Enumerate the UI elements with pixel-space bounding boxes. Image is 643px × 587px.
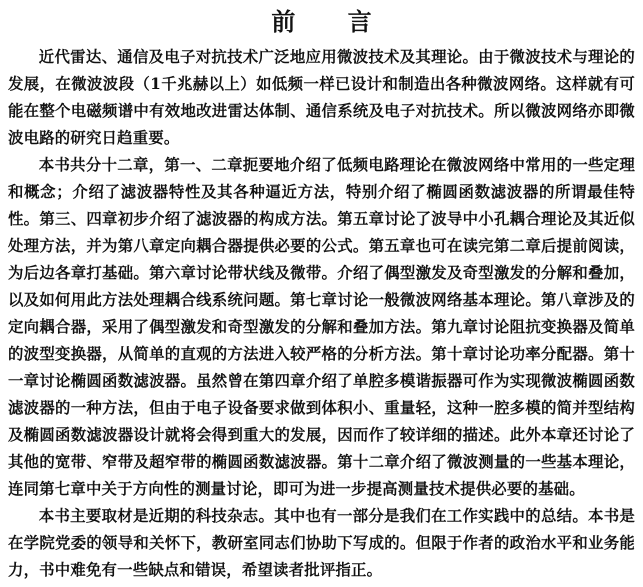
paragraph-chapters: 本书共分十二章，第一、二章扼要地介绍了低频电路理论在微波网络中常用的一些定理和概念；介绍了滤波器特性及其各种逼近方法，特别介绍了椭圆函数滤波器的所谓最佳特性。第三、四章初步介绍了滤波器的构成方法。第五章讨论了波导中小孔耦合理论及其近似处理方法，并为第八章定向耦合器提供必要的公式。第五章也可在读完第二章后提前阅读，为后边各章打基础。第六章讨论带状线及微带。介绍了偶型激发及奇型激发的分解和叠加，以及如何用此方法处理耦合线系统问题。第七章讨论一般微波网络基本理论。第八章涉及的定向耦合器，采用了偶型激发和奇型激发的分解和叠加方法。第九章讨论阻抗变换器及简单的波型变换器，从简单的直观的方法进入较严格的分析方法。第十章讨论功率分配器。第十一章讨论椭圆函数滤波器。虽然曾在第四章介绍了单腔多模谐振器可作为实现微波椭圆函数滤波器的一种方法，但由于电子设备要求做到体积小、重量轻，这种一腔多模的简并型结构及椭圆函数滤波器设计就将会得到重大的发展，因而作了较详细的描述。此外本章还讨论了其他的宽带、窄带及超窄带的椭圆函数滤波器。第十二章介绍了微波测量的一些基本理论，连同第七章中关于方向性的测量讨论，即可为进一步提高测量技术提供必要的基础。 [8, 156, 635, 498]
paragraph-intro: 近代雷达、通信及电子对抗技术广泛地应用微波技术及其理论。由于微波技术与理论的发展，在微波波段（1千兆赫以上）如低频一样已设计和制造出各种微波网络。这样就有可能在整个电磁频谱中有效地改进雷达体制、通信系统及电子对抗技术。所以微波网络亦即微波电路的研究日趋重要。 [8, 48, 635, 147]
page-title: 前 言 [271, 7, 394, 36]
paragraph-acknowledgement: 本书主要取材是近期的科技杂志。其中也有一部分是我们在工作实践中的总结。本书是在学院党委的领导和关怀下，教研室同志们协助下写成的。但限于作者的政治水平和业务能力，书中难免有一些缺点和错误，希望读者批评指正。 [8, 507, 635, 579]
